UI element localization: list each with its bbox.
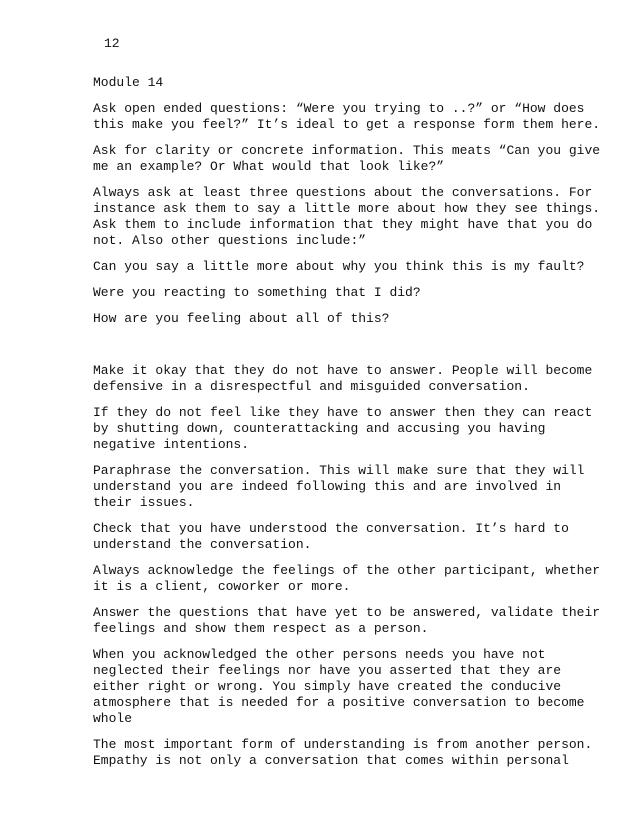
- text-line: How are you feeling about all of this?: [93, 311, 390, 326]
- text-line: it is a client, coworker or more.: [93, 579, 351, 594]
- paragraph-empathy: [93, 737, 593, 769]
- question-feeling: [93, 311, 593, 327]
- text-line: Ask open ended questions: “Were you trying to ..?” or “How does: [93, 101, 585, 116]
- text-line: Always acknowledge the feelings of the other participant, whether: [93, 563, 601, 578]
- text-line: Paraphrase the conversation. This will make sure that they will: [93, 463, 585, 478]
- heading-line: Module 14: [93, 75, 164, 90]
- text-line: not. Also other questions include:”: [93, 233, 367, 248]
- text-line: atmosphere that is needed for a positive conversation to become: [93, 695, 585, 710]
- text-line: neglected their feelings nor have you asserted that they are: [93, 663, 562, 678]
- text-line: If they do not feel like they have to answer then they can react: [93, 405, 593, 420]
- question-reacting: [93, 285, 593, 301]
- text-line: their issues.: [93, 495, 195, 510]
- module-heading: [93, 75, 593, 91]
- paragraph-acknowledge-feelings: [93, 563, 601, 595]
- paragraph-three-questions: [93, 185, 601, 249]
- text-line: by shutting down, counterattacking and accusing you having: [93, 421, 546, 436]
- paragraph-acknowledged-needs: [93, 647, 593, 727]
- blank-space: [93, 337, 593, 363]
- paragraph-shutting-down: [93, 405, 593, 453]
- paragraph-clarity: [93, 143, 601, 175]
- question-fault: [93, 259, 593, 275]
- text-line: instance ask them to say a little more about how they see things.: [93, 201, 601, 216]
- text-line: Empathy is not only a conversation that comes within personal: [93, 753, 569, 768]
- text-line: Ask for clarity or concrete information. This meats “Can you give: [93, 143, 601, 158]
- text-line: The most important form of understanding is from another person.: [93, 737, 593, 752]
- paragraph-paraphrase: [93, 463, 593, 511]
- text-line: Answer the questions that have yet to be answered, validate their: [93, 605, 601, 620]
- text-line: whole: [93, 711, 133, 726]
- paragraph-open-questions: [93, 101, 601, 133]
- text-line: me an example? Or What would that look like?”: [93, 159, 445, 174]
- paragraph-answer-questions: [93, 605, 601, 637]
- paragraph-okay-not-answer: [93, 363, 593, 395]
- paragraph-check-understood: [93, 521, 593, 553]
- text-line: negative intentions.: [93, 437, 250, 452]
- text-line: understand the conversation.: [93, 537, 312, 552]
- text-line: this make you feel?” It’s ideal to get a response form them here.: [93, 117, 601, 132]
- page-number: 12: [104, 36, 120, 51]
- text-line: either right or wrong. You simply have created the conducive: [93, 679, 562, 694]
- text-line: Check that you have understood the conversation. It’s hard to: [93, 521, 569, 536]
- text-line: Were you reacting to something that I did?: [93, 285, 421, 300]
- text-line: Always ask at least three questions about the conversations. For: [93, 185, 593, 200]
- text-line: Make it okay that they do not have to answer. People will become: [93, 363, 593, 378]
- document-body: [93, 75, 601, 779]
- text-line: When you acknowledged the other persons needs you have not: [93, 647, 546, 662]
- text-line: understand you are indeed following this and are involved in: [93, 479, 562, 494]
- text-line: Can you say a little more about why you think this is my fault?: [93, 259, 585, 274]
- text-line: feelings and show them respect as a person.: [93, 621, 429, 636]
- text-line: Ask them to include information that they might have that you do: [93, 217, 593, 232]
- text-line: defensive in a disrespectful and misguided conversation.: [93, 379, 530, 394]
